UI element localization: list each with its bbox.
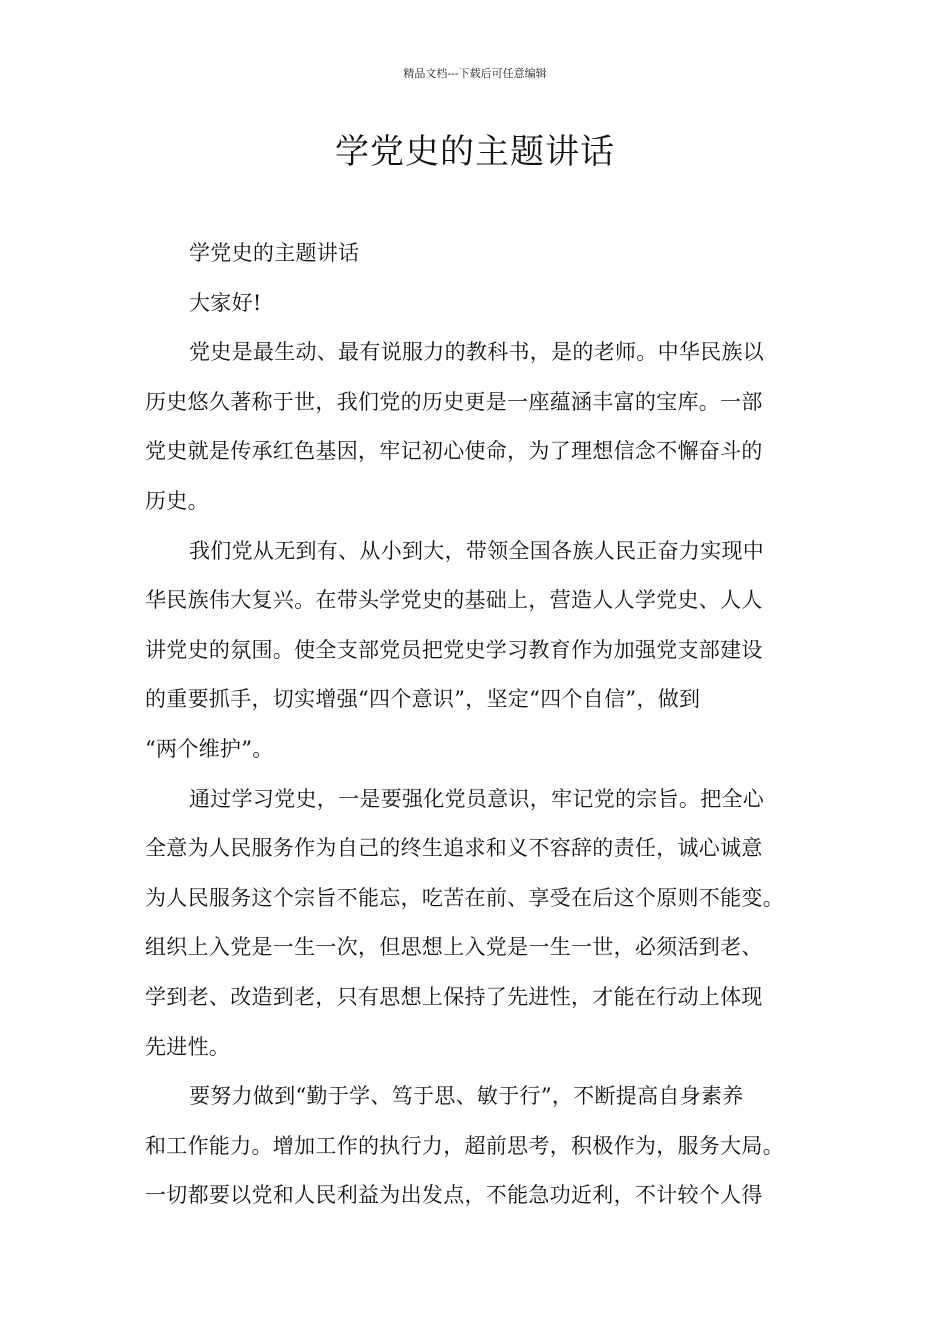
paragraph: 要努力做到“勤于学、笃于思、敏于行”，不断提高自身素养 和工作能力。增加工作的执行力，超前思考，积极作为，服务大局。 一切都要以党和人民利益为出发点，不能急功近利，不计较个人得	[145, 1084, 784, 1208]
paragraph: 通过学习党史，一是要强化党员意识，牢记党的宗旨。把全心 全意为人民服务作为自己的终生追求和义不容辞的责任，诚心诚意 为人民服务这个宗旨不能忘，吃苦在前、享受在后这个原则不能变。 组织上入党是一生一次，但思想上入党是一生一世，必须活到老、 学到老、改造到老，只有思想上保持了先进性，才能在行动上体现 先进性。	[145, 786, 784, 1059]
paragraph: 我们党从无到有、从小到大，带领全国各族人民正奋力实现中 华民族伟大复兴。在带头学党史的基础上，营造人人学党史、人人 讲党史的氛围。使全支部党员把党史学习教育作为加强党支部建设 的重要抓手，切实增强“四个意识”，坚定“四个自信”，做到 “两个维护”。	[145, 538, 765, 761]
paragraph: 党史是最生动、最有说服力的教科书，是的老师。中华民族以 历史悠久著称于世，我们党的历史更是一座蕴涵丰富的宝库。一部 党史就是传承红色基因，牢记初心使命，为了理想信念不懈奋斗的 历史。	[145, 340, 765, 513]
document-title: 学党史的主题讲话	[335, 132, 615, 172]
paragraph-greeting: 大家好!	[189, 290, 262, 315]
paragraph-subtitle: 学党史的主题讲话	[189, 241, 360, 265]
document-body	[145, 229, 810, 1221]
header-note: 精品文档---下载后可任意编辑	[403, 67, 547, 80]
